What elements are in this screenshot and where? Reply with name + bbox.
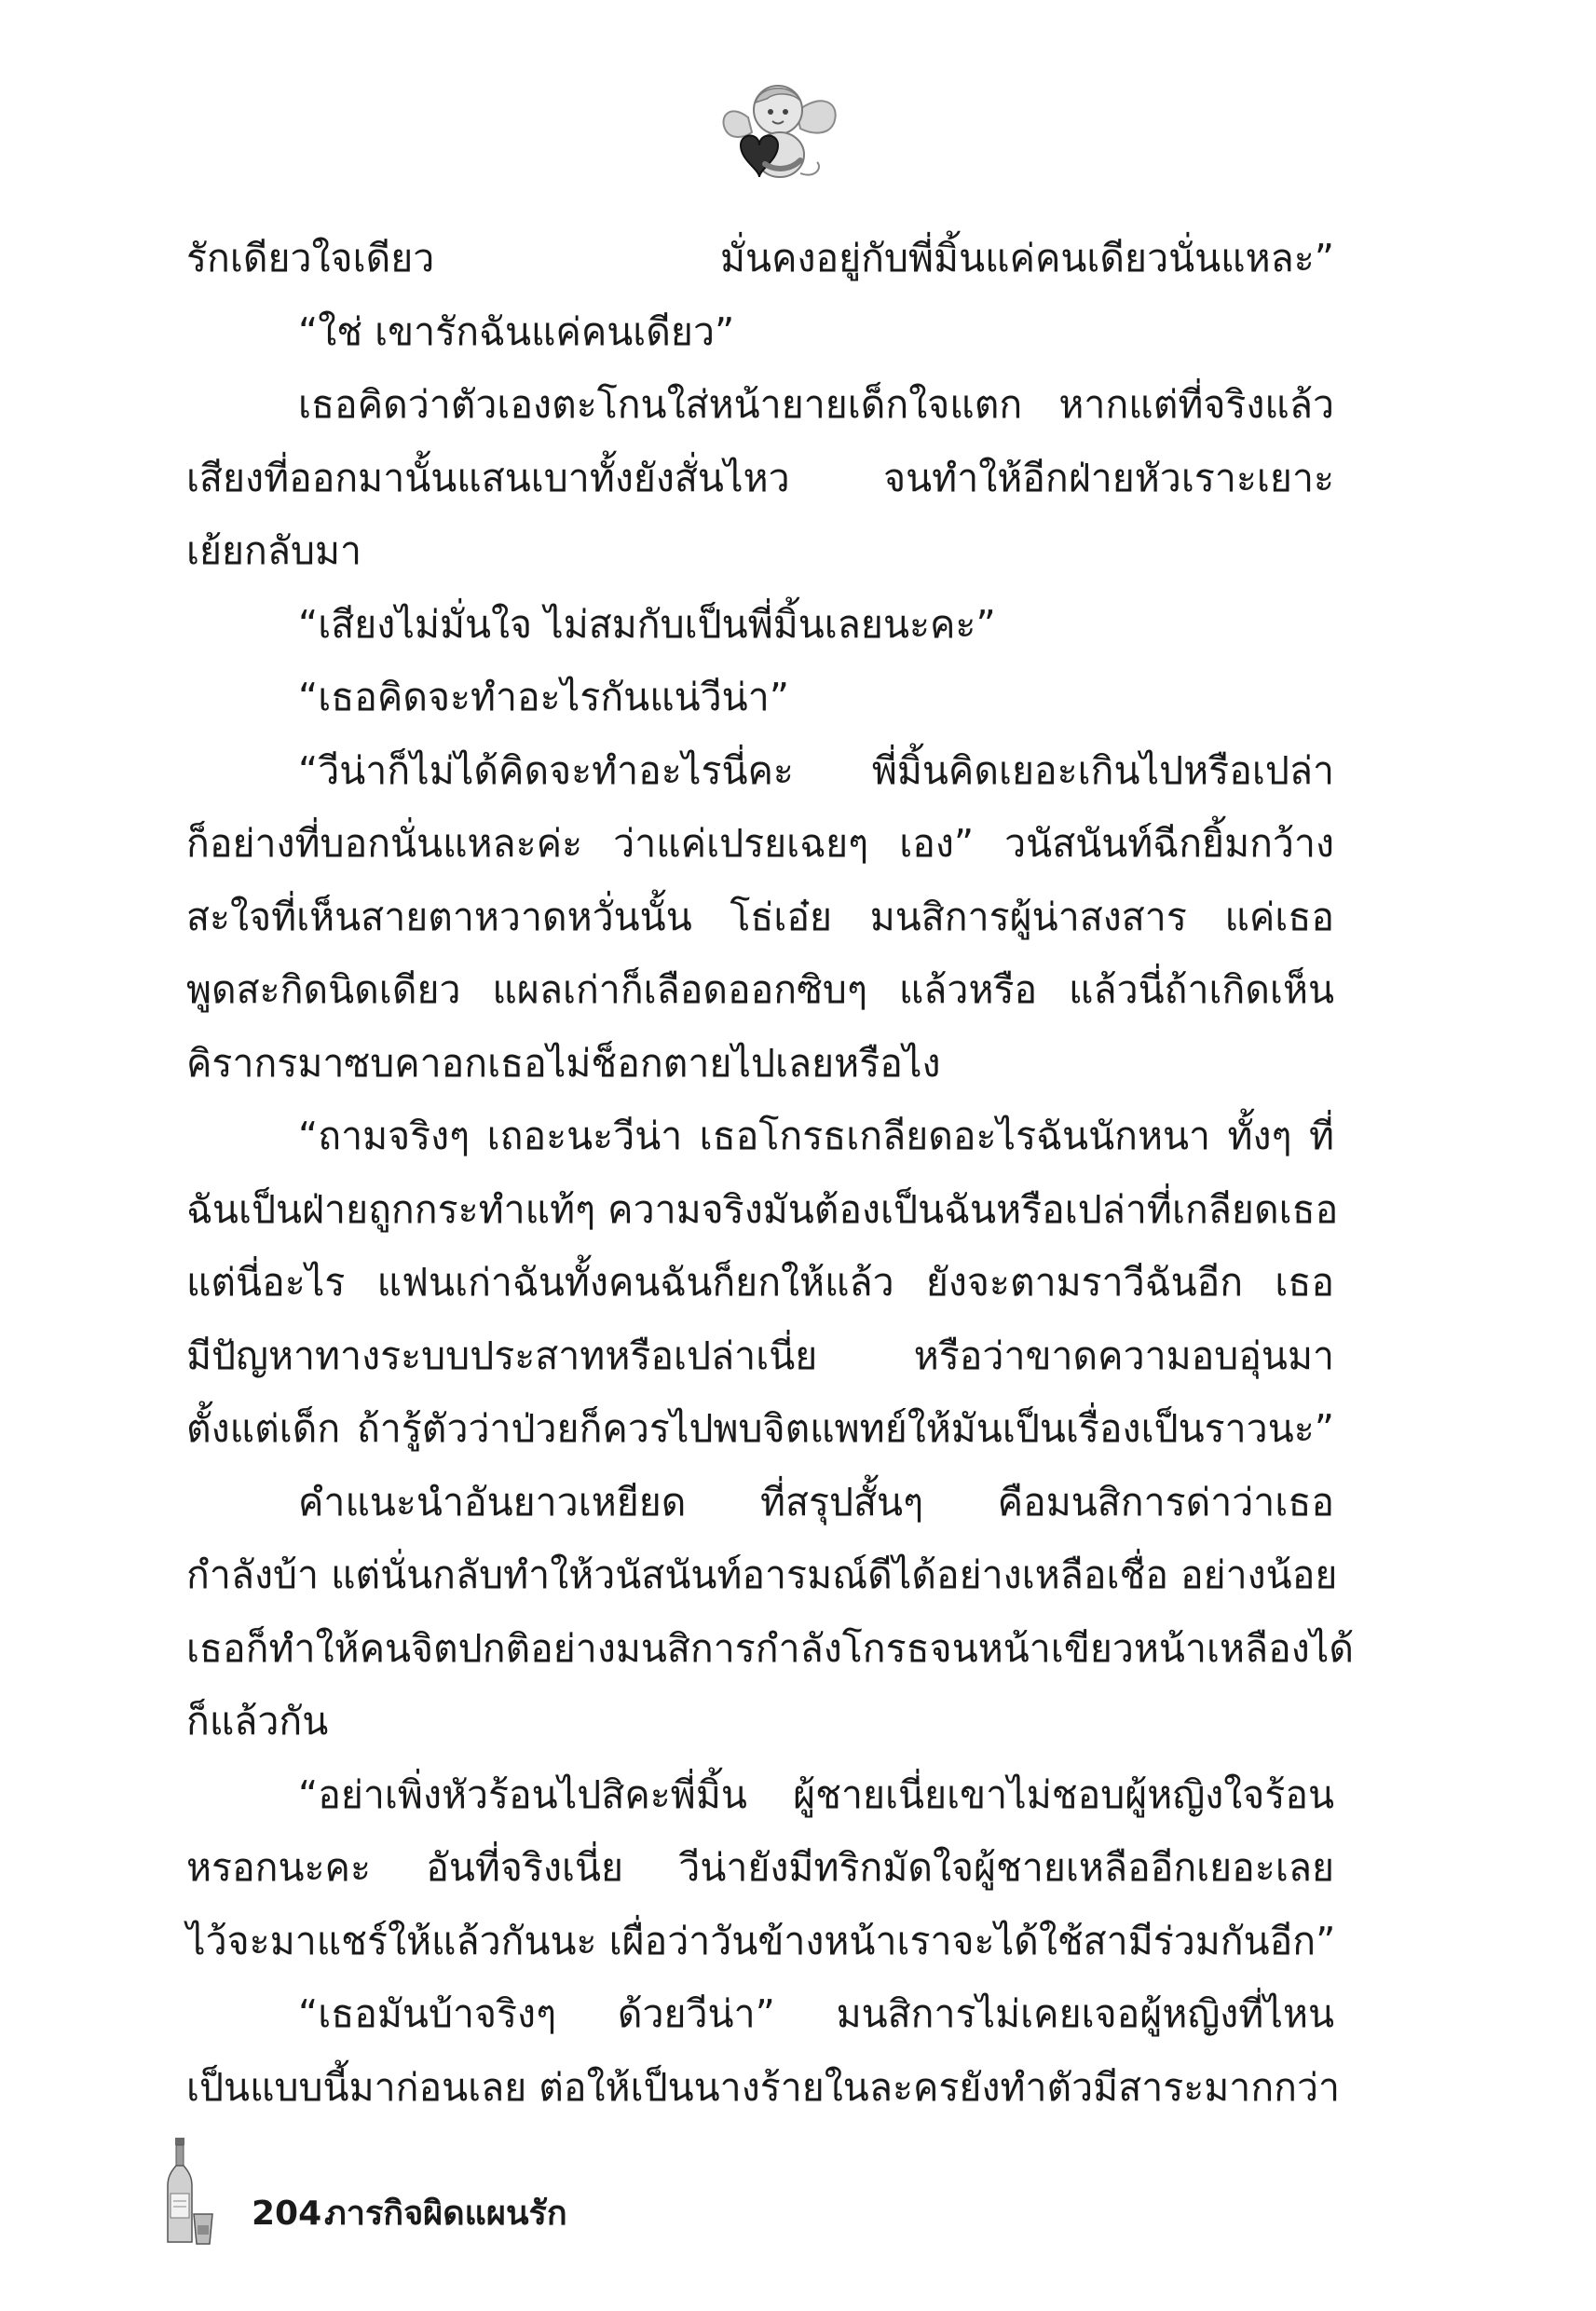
text-line: ฉันเป็นฝ่ายถูกกระทำแท้ๆ ความจริงมันต้องเป็นฉันหรือเปล่าที่เกลียดเธอ bbox=[186, 1186, 1339, 1232]
text-line: สะใจที่เห็นสายตาหวาดหวั่นนั้น โธ่เอ๋ย มนสิการผู้น่าสงสาร แค่เธอ bbox=[186, 894, 1334, 939]
text-line: “ใช่ เขารักฉันแค่คนเดียว” bbox=[298, 308, 735, 354]
text-line: ตั้งแต่เด็ก ถ้ารู้ตัวว่าป่วยก็ควรไปพบจิตแพทย์ให้มันเป็นเรื่องเป็นราวนะ” bbox=[186, 1406, 1334, 1451]
text-line: เธอคิดว่าตัวเองตะโกนใส่หน้ายายเด็กใจแตก หากแต่ที่จริงแล้ว bbox=[298, 382, 1334, 427]
text-line: คิรากรมาซบคาอกเธอไม่ช็อกตายไปเลยหรือไง bbox=[186, 1040, 941, 1086]
text-line: “วีน่าก็ไม่ได้คิดจะทำอะไรนี่คะ พี่มิ้นคิดเยอะเกินไปหรือเปล่า bbox=[298, 747, 1334, 793]
text-line: หรอกนะคะ อันที่จริงเนี่ย วีน่ายังมีทริกมัดใจผู้ชายเหลืออีกเยอะเลย bbox=[186, 1845, 1334, 1890]
text-line: คำแนะนำอันยาวเหยียด ที่สรุปสั้นๆ คือมนสิการด่าว่าเธอ bbox=[298, 1479, 1334, 1525]
text-line: เธอก็ทำให้คนจิตปกติอย่างมนสิการกำลังโกรธจนหน้าเขียวหน้าเหลืองได้ bbox=[186, 1625, 1355, 1671]
text-line: ก็อย่างที่บอกนั่นแหละค่ะ ว่าแค่เปรยเฉยๆ เอง” วนัสนันท์ฉีกยิ้มกว้าง bbox=[186, 821, 1334, 866]
bottle-glass-icon bbox=[166, 2136, 222, 2248]
book-title: ภารกิจผิดแผนรัก bbox=[324, 2195, 567, 2233]
text-line: ก็แล้วกัน bbox=[186, 1699, 329, 1744]
text-line: เสียงที่ออกมานั้นแสนเบาทั้งยังสั่นไหว จนทำให้อีกฝ่ายหัวเราะเยาะ bbox=[186, 455, 1334, 500]
text-line: “เสียงไม่มั่นใจ ไม่สมกับเป็นพี่มิ้นเลยนะคะ” bbox=[298, 601, 996, 647]
cupid-heart-ornament-icon bbox=[711, 75, 851, 196]
text-line: มีปัญหาทางระบบประสาทหรือเปล่าเนี่ย หรือว่าขาดความอบอุ่นมา bbox=[186, 1333, 1334, 1378]
text-line: “เธอคิดจะทำอะไรกันแน่วีน่า” bbox=[298, 675, 789, 719]
body-text bbox=[186, 222, 1355, 2124]
text-line: “เธอมันบ้าจริงๆ ด้วยวีน่า” มนสิการไม่เคยเจอผู้หญิงที่ไหน bbox=[298, 1991, 1334, 2036]
text-line: ไว้จะมาแชร์ให้แล้วกันนะ เผื่อว่าวันข้างหน้าเราจะได้ใช้สามีร่วมกันอีก” bbox=[186, 1918, 1336, 1963]
text-line: “อย่าเพิ่งหัวร้อนไปสิคะพี่มิ้น ผู้ชายเนี่ยเขาไม่ชอบผู้หญิงใจร้อน bbox=[298, 1771, 1334, 1817]
text-line: เย้ยกลับมา bbox=[186, 528, 362, 573]
page-footer bbox=[166, 2136, 725, 2248]
text-line: รักเดียวใจเดียว มั่นคงอยู่กับพี่มิ้นแค่คนเดียวนั่นแหละ” bbox=[186, 236, 1334, 280]
text-line: “ถามจริงๆ เถอะนะวีน่า เธอโกรธเกลียดอะไรฉันนักหนา ทั้งๆ ที่ bbox=[298, 1114, 1334, 1158]
text-line: เป็นแบบนี้มาก่อนเลย ต่อให้เป็นนางร้ายในละครยังทำตัวมีสาระมากกว่า bbox=[186, 2064, 1341, 2110]
text-line: กำลังบ้า แต่นั่นกลับทำให้วนัสนันท์อารมณ์ดีได้อย่างเหลือเชื่อ อย่างน้อย bbox=[186, 1552, 1338, 1597]
text-line: พูดสะกิดนิดเดียว แผลเก่าก็เลือดออกซิบๆ แล้วหรือ แล้วนี่ถ้าเกิดเห็น bbox=[186, 967, 1334, 1012]
text-line: แต่นี่อะไร แฟนเก่าฉันทั้งคนฉันก็ยกให้แล้ว ยังจะตามราวีฉันอีก เธอ bbox=[186, 1260, 1334, 1305]
page-number: 204 bbox=[252, 2195, 322, 2233]
